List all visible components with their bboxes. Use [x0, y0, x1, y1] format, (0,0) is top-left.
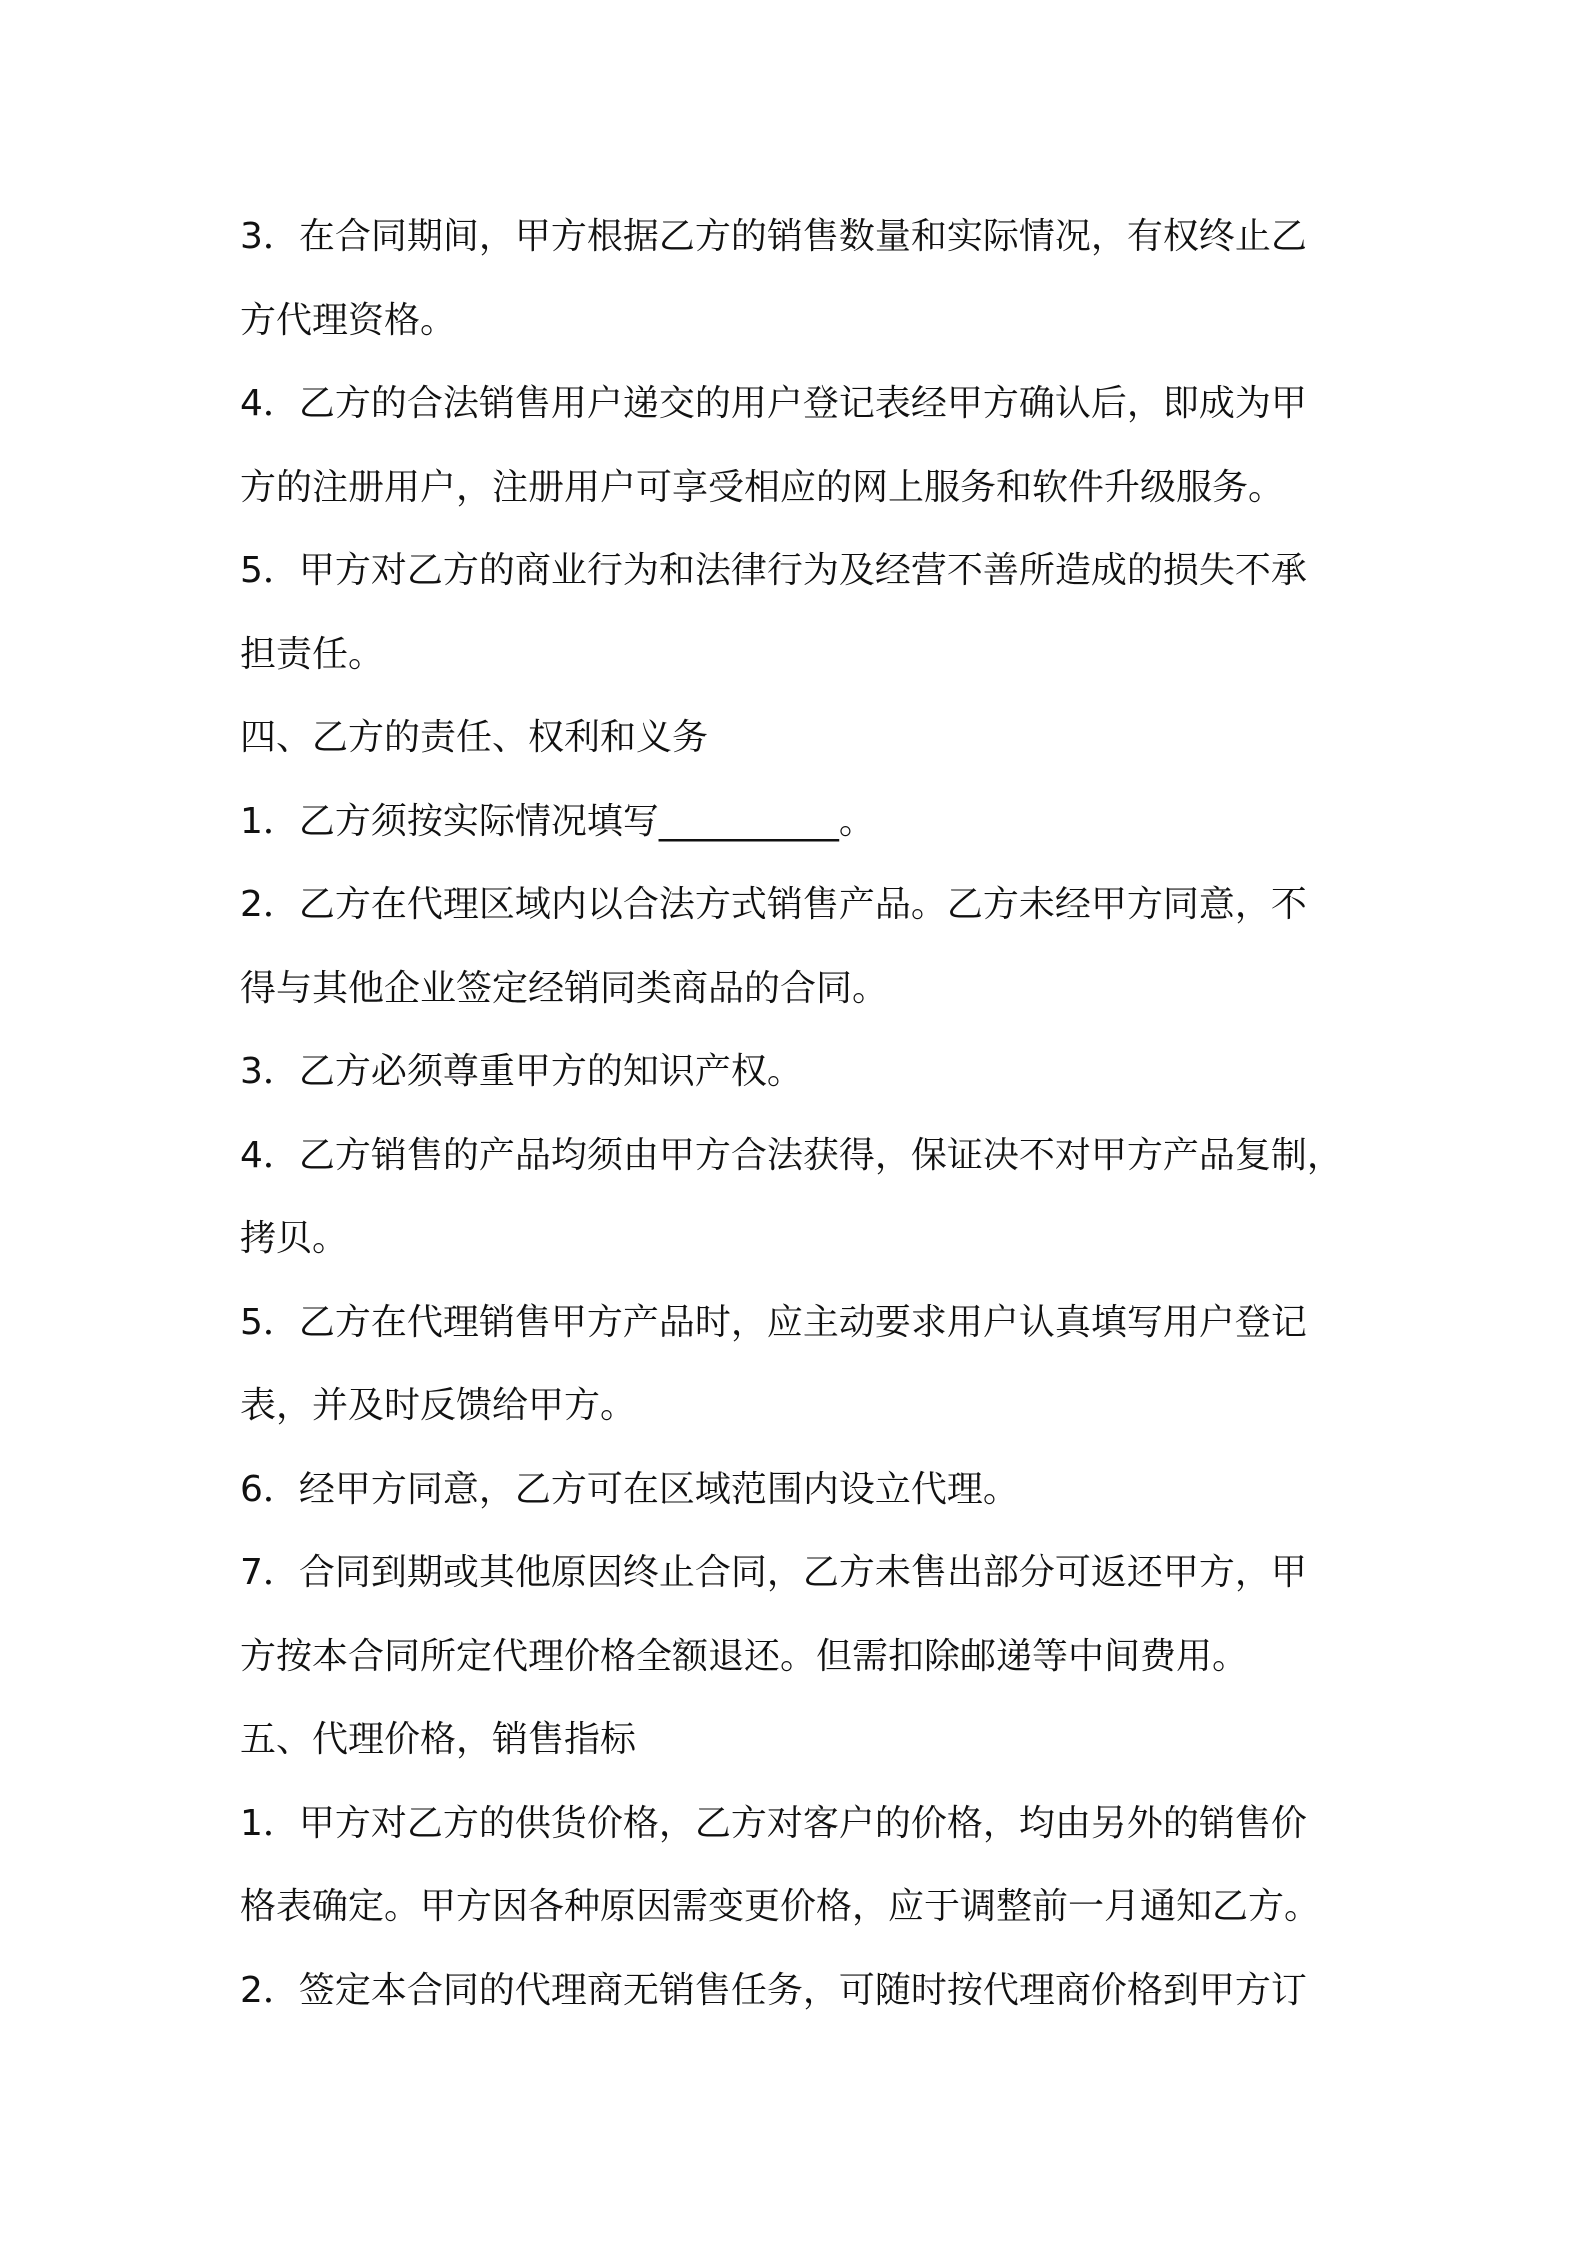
text-line: 4．乙方销售的产品均须由甲方合法获得，保证决不对甲方产品复制，: [240, 1134, 1343, 1176]
text-line: 3．乙方必须尊重甲方的知识产权。: [240, 1051, 803, 1092]
text-line: 3．在合同期间，甲方根据乙方的销售数量和实际情况，有权终止乙: [240, 216, 1307, 257]
text-line: 5．甲方对乙方的商业行为和法律行为及经营不善所造成的损失不承: [240, 550, 1307, 591]
text-line: 5．乙方在代理销售甲方产品时，应主动要求用户认真填写用户登记: [240, 1301, 1307, 1343]
text-line: 方代理资格。: [240, 299, 457, 341]
contract-text-body: [240, 195, 1370, 2032]
text-line: 7．合同到期或其他原因终止合同，乙方未售出部分可返还甲方，甲: [240, 1552, 1307, 1593]
section-heading: 五、代理价格，销售指标: [240, 1719, 637, 1760]
text-line: 1．甲方对乙方的供货价格，乙方对客户的价格，均由另外的销售价: [240, 1802, 1307, 1844]
text-line: 表，并及时反馈给甲方。: [240, 1385, 637, 1426]
text-line: 拷贝。: [240, 1218, 349, 1259]
text-line: 得与其他企业签定经销同类商品的合同。: [240, 967, 889, 1009]
text-line: 1．乙方须按实际情况填写__________。: [240, 800, 875, 842]
text-line: 方的注册用户，注册用户可享受相应的网上服务和软件升级服务。: [240, 466, 1285, 508]
text-line: 4．乙方的合法销售用户递交的用户登记表经甲方确认后，即成为甲: [240, 383, 1307, 424]
text-line: 方按本合同所定代理价格全额退还。但需扣除邮递等中间费用。: [240, 1635, 1249, 1677]
text-line: 担责任。: [240, 633, 385, 675]
text-line: 格表确定。甲方因各种原因需变更价格，应于调整前一月通知乙方。: [240, 1886, 1321, 1927]
section-heading: 四、乙方的责任、权利和义务: [240, 717, 709, 758]
text-line: 2．乙方在代理区域内以合法方式销售产品。乙方未经甲方同意，不: [240, 884, 1307, 925]
text-line: 6．经甲方同意，乙方可在区域范围内设立代理。: [240, 1468, 1019, 1510]
text-line: 2．签定本合同的代理商无销售任务，可随时按代理商价格到甲方订: [240, 1969, 1307, 2011]
